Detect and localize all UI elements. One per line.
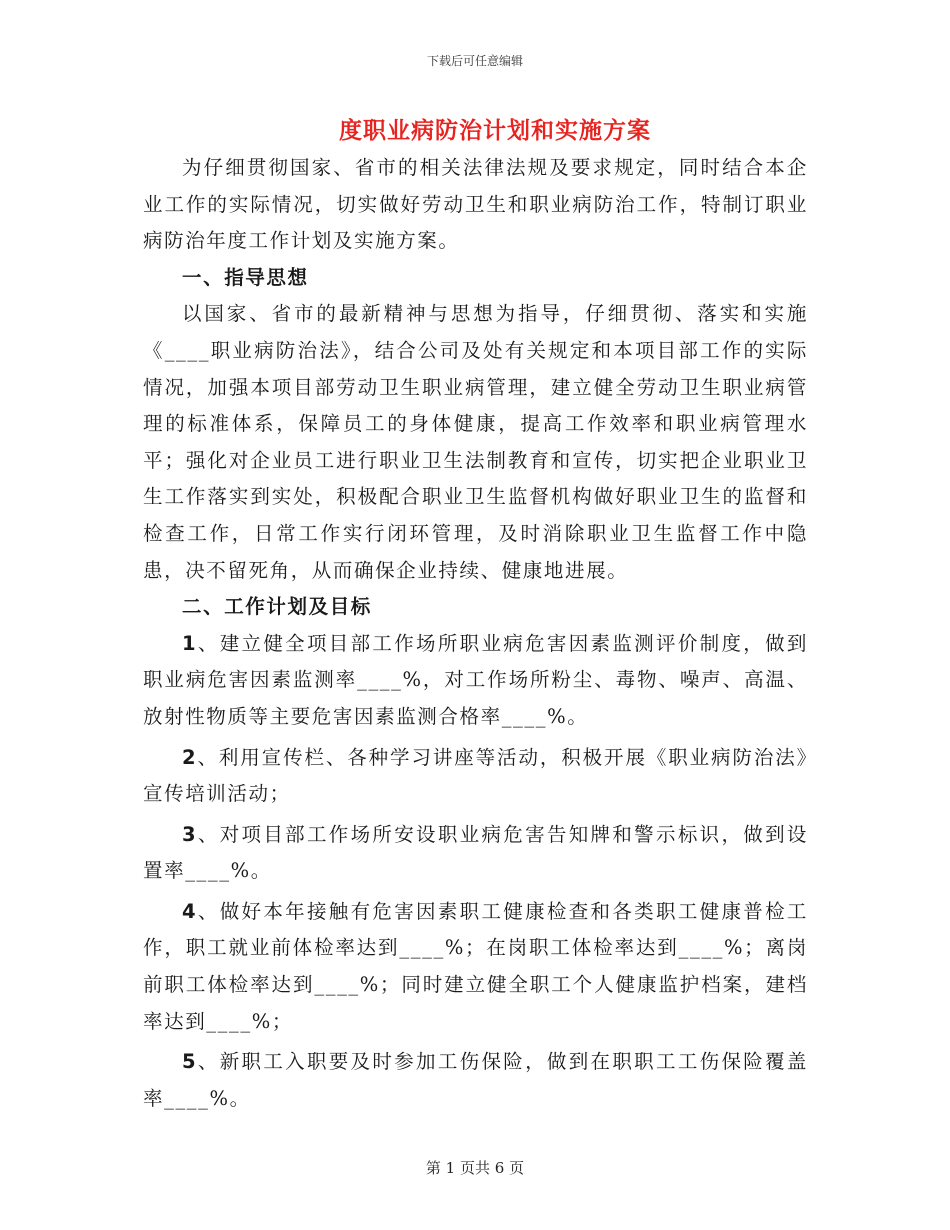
plan-item-number: 3 (182, 822, 198, 846)
plan-item-text: 、新职工入职要及时参加工伤保险，做到在职职工工伤保险覆盖率____%。 (143, 1050, 808, 1110)
section-heading-work-plan: 二、工作计划及目标 (182, 595, 372, 619)
header-note: 下载后可任意编辑 (426, 54, 523, 68)
plan-item-1 (143, 626, 808, 736)
plan-item-text: 、对项目部工作场所安设职业病危害告知牌和警示标识，做到设置率____%。 (143, 822, 808, 883)
intro-paragraph: 为仔细贯彻国家、省市的相关法律法规及要求规定，同时结合本企业工作的实际情况，切实做好劳动卫生和职业病防治工作，特制订职业病防治年度工作计划及实施方案。 (143, 156, 808, 253)
plan-item-5 (143, 1044, 808, 1117)
plan-item-text: 、利用宣传栏、各种学习讲座等活动，积极开展《职业病防治法》宣传培训活动； (143, 745, 808, 806)
plan-item-number: 5 (182, 1050, 198, 1074)
plan-item-text: 、做好本年接触有危害因素职工健康检查和各类职工健康普检工作，职工就业前体检率达到____%；在岗职工体检率达到____%；离岗前职工体检率达到____%；同时建立健全职工个人健康监护档案，建档率达到____%； (143, 899, 808, 1033)
section-heading-guiding-ideology: 一、指导思想 (182, 265, 309, 289)
plan-item-2 (143, 740, 808, 813)
plan-item-3 (143, 817, 808, 890)
page-number: 第 1 页共 6 页 (425, 1159, 525, 1177)
document-title: 度职业病防治计划和实施方案 (339, 117, 651, 144)
plan-item-number: 4 (182, 899, 198, 923)
plan-item-number: 1 (182, 631, 198, 655)
document-body (143, 150, 808, 1121)
plan-item-text: 、建立健全项目部工作场所职业病危害因素监测评价制度，做到职业病危害因素监测率____%，对工作场所粉尘、毒物、噪声、高温、放射性物质等主要危害因素监测合格率____%。 (143, 631, 808, 728)
plan-item-number: 2 (182, 745, 198, 769)
plan-item-4 (143, 894, 808, 1040)
guiding-ideology-paragraph: 以国家、省市的最新精神与思想为指导，仔细贯彻、落实和实施《____职业病防治法》，结合公司及处有关规定和本项目部工作的实际情况，加强本项目部劳动卫生职业病管理，建立健全劳动卫生职业病管理的标准体系，保障员工的身体健康，提高工作效率和职业病管理水平；强化对企业员工进行职业卫生法制教育和宣传，切实把企业职业卫生工作落实到实处，积极配合职业卫生监督机构做好职业卫生的监督和检查工作，日常工作实行闭环管理，及时消除职业卫生监督工作中隐患，决不留死角，从而确保企业持续、健康地进展。 (143, 302, 808, 582)
